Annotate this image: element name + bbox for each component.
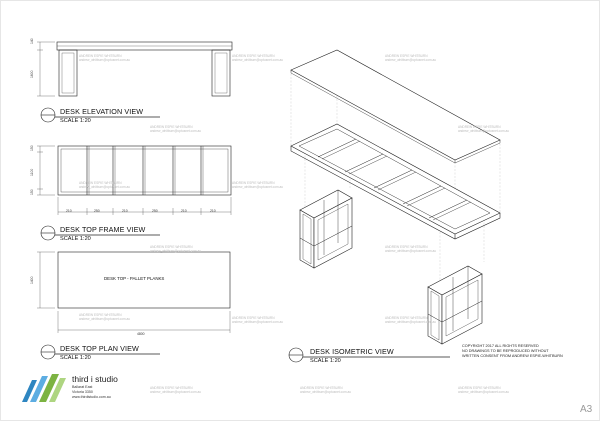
isometric-view-title: DESK ISOMETRIC VIEW xyxy=(310,347,394,356)
watermark: ANDREW ESPIE WHITBURN andrew_whitburn@optusnet.com.au xyxy=(232,181,284,189)
plan-view-title: DESK TOP PLAN VIEW xyxy=(60,344,139,353)
watermark: ANDREW ESPIE WHITBURN andrew_whitburn@optusnet.com.au xyxy=(458,125,510,133)
frame-drawing xyxy=(37,146,231,215)
dim-elev-top: 140 xyxy=(30,38,34,44)
plan-desktop-label: DESK TOP - PALLET PLANKS xyxy=(104,276,165,281)
watermark: ANDREW ESPIE WHITBURN andrew_whitburn@optusnet.com.au xyxy=(232,54,284,62)
dim-frame-mid: 1100 xyxy=(30,168,34,176)
dim-frame-bot: 150 xyxy=(30,189,34,195)
isometric-leg-right xyxy=(428,266,482,344)
copyright-notice: COPYRIGHT 2017 ALL RIGHTS RESERVED NO DRAWINGS TO BE REPRODUCED WITHOUT WRITTEN CONSENT FROM ANDREW ESPIE-WHITBURN xyxy=(462,344,563,358)
frame-view-title: DESK TOP FRAME VIEW xyxy=(60,225,146,234)
isometric-leg-left xyxy=(300,190,352,268)
dim-frame-h-6: 210 xyxy=(210,209,216,213)
watermark: ANDREW ESPIE WHITBURN andrew_whitburn@optusnet.com.au xyxy=(232,316,284,324)
studio-logo xyxy=(22,374,66,402)
watermark: ANDREW ESPIE WHITBURN andrew_whitburn@optusnet.com.au xyxy=(150,386,202,394)
plan-drawing xyxy=(37,252,230,333)
watermark: ANDREW ESPIE WHITBURN andrew_whitburn@optusnet.com.au xyxy=(385,245,437,253)
watermark: ANDREW ESPIE WHITBURN andrew_whitburn@optusnet.com.au xyxy=(385,316,437,324)
dim-plan-h: 4800 xyxy=(137,332,145,336)
studio-address: Ballarat East Victoria 3350 www.thirdistudio.com.au xyxy=(72,385,111,399)
studio-name: third i studio xyxy=(72,374,118,384)
dim-frame-top: 150 xyxy=(30,145,34,151)
watermark: ANDREW ESPIE WHITBURN andrew_whitburn@optusnet.com.au xyxy=(150,125,202,133)
dim-frame-h-2: 250 xyxy=(94,209,100,213)
watermark: ANDREW ESPIE WHITBURN andrew_whitburn@optusnet.com.au xyxy=(79,54,131,62)
watermark: ANDREW ESPIE WHITBURN andrew_whitburn@optusnet.com.au xyxy=(385,54,437,62)
elevation-view-title: DESK ELEVATION VIEW xyxy=(60,107,144,116)
dim-elev-leg: 1600 xyxy=(30,70,34,78)
elevation-drawing xyxy=(37,42,232,96)
watermark: ANDREW ESPIE WHITBURN andrew_whitburn@optusnet.com.au xyxy=(79,181,131,189)
dim-frame-h-1: 210 xyxy=(66,209,72,213)
plan-view-scale: SCALE 1:20 xyxy=(60,355,91,361)
dim-frame-h-5: 210 xyxy=(181,209,187,213)
watermark: ANDREW ESPIE WHITBURN andrew_whitburn@optusnet.com.au xyxy=(458,386,510,394)
sheet-size-label: A3 xyxy=(580,404,593,415)
watermark: ANDREW ESPIE WHITBURN andrew_whitburn@optusnet.com.au xyxy=(300,386,352,394)
isometric-view-scale: SCALE 1:20 xyxy=(310,358,341,364)
dim-frame-h-4: 250 xyxy=(152,209,158,213)
dim-plan-v: 1400 xyxy=(30,276,34,284)
watermark: ANDREW ESPIE WHITBURN andrew_whitburn@optusnet.com.au xyxy=(150,245,202,253)
elevation-view-scale: SCALE 1:20 xyxy=(60,118,91,124)
watermark: ANDREW ESPIE WHITBURN andrew_whitburn@optusnet.com.au xyxy=(79,313,131,321)
frame-view-scale: SCALE 1:20 xyxy=(60,236,91,242)
dim-frame-h-3: 210 xyxy=(122,209,128,213)
